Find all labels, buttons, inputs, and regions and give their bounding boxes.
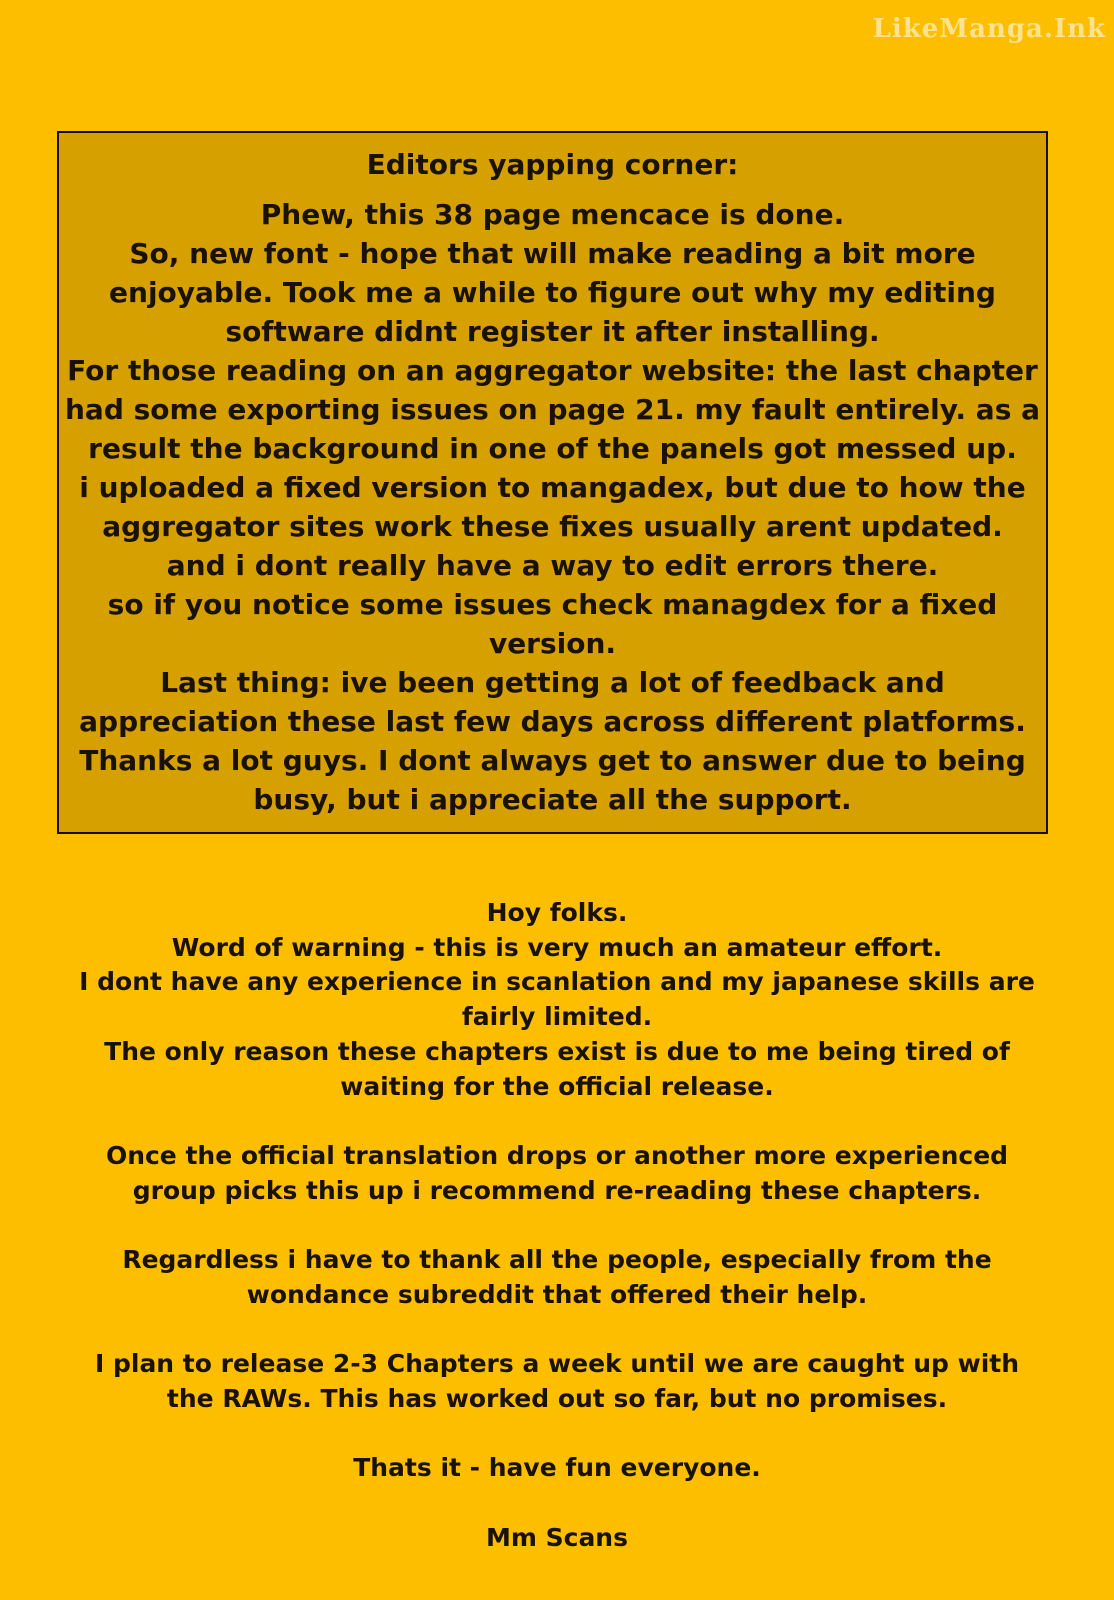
editors-corner-line: For those reading on an aggregator website: the last chapter (67, 354, 1038, 387)
notes-line: Hoy folks. (486, 898, 628, 927)
notes-spacer (0, 1104, 1114, 1139)
editors-corner-line: Last thing: ive been getting a lot of feedback and (160, 666, 945, 699)
editors-corner-line: had some exporting issues on page 21. my fault entirely. as a (64, 393, 1041, 426)
translator-notes (0, 896, 1114, 1555)
notes-line: waiting for the official release. (340, 1071, 774, 1101)
editors-corner-line: Phew, this 38 page mencace is done. (260, 198, 845, 231)
notes-spacer (0, 1208, 1114, 1243)
notes-line: Regardless i have to thank all the people, especially from the (122, 1245, 992, 1274)
signature-line: Mm Scans (485, 1522, 628, 1552)
notes-line: Once the official translation drops or another more experienced (105, 1140, 1009, 1170)
notes-line: I dont have any experience in scanlation and my japanese skills are (79, 967, 1035, 997)
editors-corner-line: i uploaded a fixed version to mangadex, but due to how the (79, 471, 1026, 504)
notes-spacer (0, 1417, 1114, 1452)
editors-corner-line: and i dont really have a way to edit errors there. (166, 549, 939, 582)
notes-line: group picks this up i recommend re-reading these chapters. (132, 1175, 982, 1205)
notes-spacer (0, 1312, 1114, 1347)
editors-corner-line: so if you notice some issues check managdex for a fixed (107, 588, 998, 621)
notes-line: The only reason these chapters exist is due to me being tired of (104, 1036, 1010, 1066)
editors-corner-box (57, 131, 1048, 834)
notes-line: Word of warning - this is very much an amateur effort. (171, 932, 943, 962)
editors-corner-line: busy, but i appreciate all the support. (253, 783, 852, 816)
editors-corner-line: enjoyable. Took me a while to figure out why my editing (109, 276, 996, 309)
editors-corner-line: Thanks a lot guys. I dont always get to answer due to being (79, 744, 1026, 777)
notes-line: Thats it - have fun everyone. (353, 1453, 761, 1483)
notes-line: the RAWs. This has worked out so far, but no promises. (166, 1383, 948, 1413)
editors-corner-line: appreciation these last few days across different platforms. (79, 705, 1026, 738)
editors-corner-line: result the background in one of the panels got messed up. (88, 432, 1017, 465)
notes-spacer (0, 1486, 1114, 1521)
editors-corner-line: version. (488, 627, 617, 660)
editors-corner-title: Editors yapping corner: (366, 148, 739, 181)
site-watermark: LikeManga.Ink (872, 14, 1106, 44)
notes-line: fairly limited. (461, 1002, 653, 1032)
editors-corner-line: So, new font - hope that will make reading a bit more (129, 237, 976, 270)
notes-line: wondance subreddit that offered their help. (246, 1279, 868, 1309)
editors-corner-line: software didnt register it after installing. (225, 315, 880, 348)
editors-corner-line: aggregator sites work these fixes usually arent updated. (102, 510, 1003, 543)
notes-line: I plan to release 2-3 Chapters a week until we are caught up with (94, 1349, 1020, 1379)
